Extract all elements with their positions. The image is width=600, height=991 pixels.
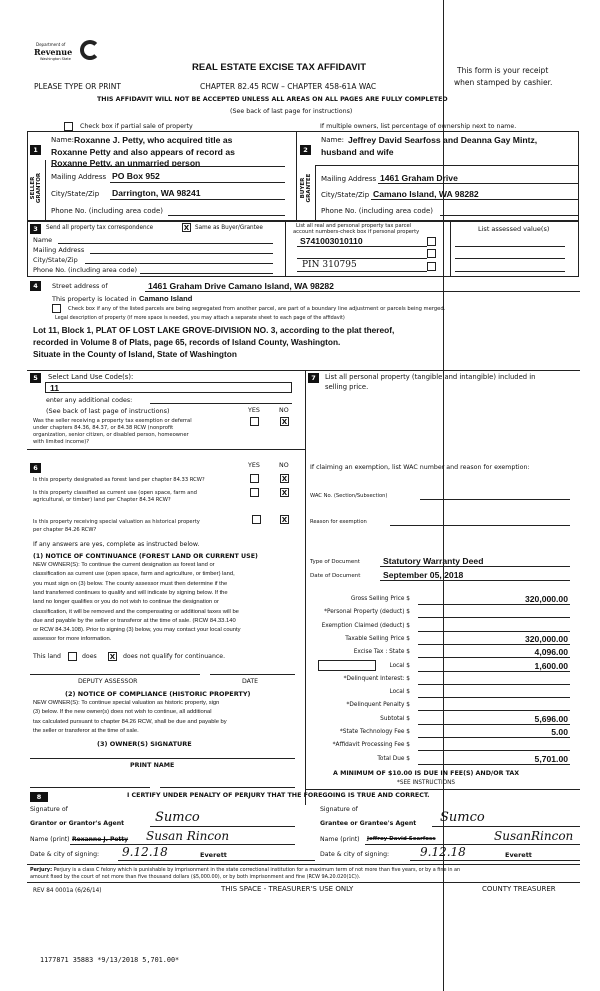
label: Name (print)	[320, 836, 360, 843]
label: Is this property classified as current use (open space, farm and	[33, 490, 197, 496]
rule	[305, 789, 580, 790]
label: Phone No. (including area code)	[321, 207, 434, 215]
notice-line: land transferred continues to qualify and will indicate by signing below. If the	[33, 589, 228, 596]
notice-line: or RCW 84.34.108). Prior to signing (3) below, you may contact your local county	[33, 627, 241, 634]
minimum-notice: A MINIMUM OF $10.00 IS DUE IN FEE(S) AND/OR TAX	[333, 770, 520, 777]
label: PRINT NAME	[130, 762, 175, 769]
chapter: CHAPTER 82.45 RCW – CHAPTER 458-61A WAC	[200, 82, 377, 91]
grantor-signature[interactable]: Sumco	[155, 810, 200, 825]
form-revision: REV 84 0001a (6/26/14)	[33, 888, 102, 894]
grantee-sign-date[interactable]: 9.12.18	[420, 845, 466, 859]
personal-property-checkbox[interactable]	[427, 249, 436, 258]
section-number: 6	[30, 463, 41, 473]
notice-line: (3) below. If the new owner(s) does not wish to continue, all additional	[33, 709, 212, 716]
tax-row-label: *State Technology Fee $	[339, 729, 410, 735]
label: List all real and personal property tax parcel	[296, 223, 412, 229]
buyer-phone[interactable]	[440, 215, 578, 216]
rule	[150, 826, 295, 827]
personal-property-checkbox[interactable]	[427, 237, 436, 246]
perjury-text: Perjury is a class C felony which is punishable by imprisonment in the state correctional institution for a maximum term of not more than five years, or by a fine in an	[53, 867, 461, 873]
label: agricultural, or timber) land per Chapter 84.34 RCW?	[33, 497, 171, 503]
assessed-value[interactable]	[455, 246, 565, 247]
label: Date & city of signing:	[30, 851, 100, 858]
current-use-yes-checkbox[interactable]	[250, 488, 259, 497]
rule	[297, 258, 427, 259]
warning: THIS AFFIDAVIT WILL NOT BE ACCEPTED UNLESS ALL AREAS ON ALL PAGES ARE FULLY COMPLETED	[97, 96, 448, 103]
label: Grantor or Grantor's Agent	[30, 820, 125, 827]
rule	[110, 199, 285, 200]
grantor-typed-name: Roxanne J. Petty	[72, 836, 129, 843]
seller-name-2[interactable]: Roxanne Petty and also appears of record as	[51, 147, 235, 157]
seller-phone[interactable]	[168, 215, 285, 216]
notice-line: assessor for more information.	[33, 636, 112, 643]
perjury-label: Perjury:	[30, 867, 53, 873]
rule	[297, 271, 427, 272]
logo-icon	[80, 40, 100, 60]
label: Signature of	[320, 806, 358, 813]
label: enter any additional codes:	[46, 397, 133, 404]
label: NO	[279, 462, 289, 469]
notice-continuance-title: (1) NOTICE OF CONTINUANCE (FOREST LAND OR CURRENT USE)	[33, 553, 258, 560]
tax-row-label: Local $	[389, 662, 410, 669]
notice-line: the seller or transferor at the time of sale.	[33, 727, 139, 734]
label: List all personal property (tangible and intangible) included in	[325, 373, 536, 381]
tax-row-label: *Personal Property (deduct) $	[324, 609, 410, 616]
notice-line: classification, it will be removed and the compensating or additional taxes will be	[33, 608, 239, 615]
tax-row-value[interactable]: 1,600.00	[534, 660, 568, 671]
notice-line: NEW OWNER(S): To continue the current designation as forest land or	[33, 562, 215, 568]
tax-row-label: *Delinquent Interest: $	[343, 675, 410, 682]
label: (See back of last page of instructions)	[46, 407, 170, 415]
form-title: REAL ESTATE EXCISE TAX AFFIDAVIT	[192, 62, 367, 73]
notice-line: due and payable by the seller or transferor at the time of sale. (RCW 84.33.140	[33, 617, 236, 624]
label: List assessed value(s)	[478, 225, 550, 233]
divider	[450, 221, 451, 277]
label: does not qualify for continuance.	[123, 653, 226, 660]
tax-row-label: Taxable Selling Price $	[345, 635, 410, 642]
notice-line: NEW OWNER(S): To continue special valuation as historic property, sign	[33, 700, 220, 706]
land-use-code-input[interactable]	[45, 382, 292, 393]
legal-description[interactable]: Lot 11, Block 1, PLAT OF LOST LAKE GROVE-DIVISION NO. 3, according to the plat thereof,	[33, 325, 395, 335]
label: This land	[33, 653, 61, 660]
rule	[315, 165, 579, 166]
rule	[380, 580, 570, 581]
correspondence-address[interactable]	[90, 253, 273, 254]
section-number: 4	[30, 281, 41, 291]
rule	[365, 844, 580, 845]
rule	[110, 182, 285, 183]
label: DATE	[242, 678, 259, 685]
label: Name (print)	[30, 836, 70, 843]
reason-input[interactable]	[390, 525, 570, 526]
rule	[371, 199, 578, 200]
partial-sale-label: Check box if partial sale of property	[80, 123, 193, 130]
historic-yes-checkbox[interactable]	[252, 515, 261, 524]
label: City/State/Zip	[33, 256, 78, 264]
tax-row-line	[418, 764, 570, 765]
section-number: 5	[30, 373, 41, 383]
logo-state: Washington State	[40, 57, 71, 61]
label: account numbers-check box if personal property	[293, 229, 420, 235]
grantee-printed-name[interactable]: SusanRincon	[494, 829, 574, 843]
rule	[27, 370, 580, 371]
label: City/State/Zip	[51, 190, 100, 198]
label: Is this property receiving special valuation as historical property	[33, 519, 200, 525]
grantor-sign-date[interactable]: 9.12.18	[122, 845, 168, 859]
label: Signature of	[30, 806, 68, 813]
exemption-yes-checkbox[interactable]	[250, 417, 259, 426]
rule	[297, 246, 427, 247]
tax-row-label: Exemption Claimed (deduct) $	[321, 622, 410, 629]
grantee-sign-city[interactable]: Everett	[505, 851, 532, 859]
rule	[27, 864, 580, 865]
rule	[70, 844, 295, 845]
historic-no-checkbox[interactable]: X	[281, 516, 288, 524]
label: Name	[33, 236, 53, 244]
not-qualify-checkbox[interactable]: X	[109, 653, 116, 661]
personal-property-checkbox[interactable]	[427, 262, 436, 271]
assessed-value[interactable]	[455, 258, 565, 259]
document-type[interactable]: Statutory Warranty Deed	[383, 556, 484, 566]
label: Is this property designated as forest land per chapter 84.33 RCW?	[33, 477, 205, 483]
tax-row-label: Excise Tax : State $	[353, 649, 410, 656]
cashier-stamp: 1177871 35883 *9/13/2018 5,701.00*	[40, 956, 180, 964]
instructions-note: (See back of last page for instructions)	[230, 108, 353, 115]
tax-row-line	[418, 750, 570, 751]
tax-row-value[interactable]: 5,696.00	[534, 713, 568, 724]
tax-row-line	[418, 724, 570, 725]
exemption-no-checkbox[interactable]: X	[281, 418, 288, 426]
section-number: 7	[308, 373, 319, 383]
tax-row-label: *Delinquent Penalty $	[346, 702, 410, 709]
divider	[296, 131, 297, 221]
tax-row-line	[418, 697, 570, 698]
grantee-typed-name: Jeffrey David Searfoss	[367, 836, 436, 842]
label: Grantee or Grantee's Agent	[320, 820, 417, 827]
label: Send all property tax correspondence	[46, 225, 154, 231]
tax-row-label: Gross Selling Price $	[350, 596, 410, 602]
seller-name[interactable]: Roxanne J. Petty, who acquired title as	[74, 135, 233, 145]
label: under chapters 84.36, 84.37, or 84.38 RCW (nonprofit	[33, 425, 174, 431]
seller-side-label: SELLER GRANTOR	[30, 172, 42, 204]
parcel-number[interactable]: S741003010110	[300, 236, 363, 246]
print-name-line[interactable]	[30, 787, 150, 788]
label: Date & city of signing:	[320, 851, 390, 858]
buyer-name[interactable]: Jeffrey David Searfoss and Deanna Gay Mintz,	[348, 135, 538, 145]
label: WAC No. (Section/Subsection)	[310, 493, 388, 499]
property-street[interactable]: 1461 Graham Drive Camano Island, WA 98282	[148, 281, 334, 291]
label: YES	[248, 407, 260, 414]
rule	[380, 566, 570, 567]
tax-row-label: Local $	[389, 689, 410, 696]
segregated-checkbox[interactable]	[52, 304, 61, 313]
label: Street address of	[52, 282, 108, 290]
print-name-line[interactable]	[160, 787, 295, 788]
tax-row-line	[418, 737, 570, 738]
label: selling price.	[325, 383, 369, 391]
print-note: PLEASE TYPE OR PRINT	[34, 82, 121, 91]
correspondence-phone[interactable]	[140, 273, 273, 274]
tax-row-label: Total Due $	[377, 755, 410, 762]
label: does	[82, 653, 97, 660]
buyer-city[interactable]: Camano Island, WA 98282	[373, 189, 479, 199]
same-as-buyer-checkbox[interactable]: X	[183, 224, 190, 232]
section-number: 2	[300, 145, 311, 155]
legal-description[interactable]: recorded in Volume 8 of Plats, page 65, records of Island County, Washington.	[33, 337, 341, 347]
label: NO	[279, 407, 289, 414]
label: with limited income)?	[33, 439, 89, 445]
label: Name:	[321, 136, 345, 144]
notice-line: you must sign on (3) below. The county assessor must then determine if the	[33, 580, 228, 587]
divider	[285, 221, 286, 277]
logo-dept: Department of	[36, 42, 66, 47]
forest-no-checkbox[interactable]: X	[281, 475, 288, 483]
tax-row-label: Subtotal $	[380, 715, 410, 722]
partial-sale-checkbox[interactable]	[64, 122, 73, 131]
section-number: 8	[30, 792, 48, 802]
tax-row-line	[418, 684, 570, 685]
correspondence-city[interactable]	[85, 263, 273, 264]
label: Was the seller receiving a property tax exemption or deferral	[33, 418, 192, 424]
buyer-address[interactable]: 1461 Graham Drive	[380, 173, 458, 183]
tax-row-value[interactable]: 5.00	[551, 727, 568, 737]
divider	[45, 160, 46, 221]
buyer-name-2[interactable]: husband and wife	[321, 147, 394, 157]
property-location[interactable]: Camano Island	[139, 294, 193, 303]
assessed-value[interactable]	[455, 271, 565, 272]
rule	[432, 826, 580, 827]
tax-row-line	[418, 644, 570, 645]
forest-yes-checkbox[interactable]	[250, 474, 259, 483]
label: Name:	[51, 136, 75, 144]
rule	[118, 860, 315, 861]
label: YES	[248, 462, 260, 469]
tax-row-value[interactable]: 5,701.00	[534, 753, 568, 764]
label: Date of Document	[310, 573, 361, 579]
label: Reason for exemption	[310, 519, 367, 525]
assessor-date[interactable]	[210, 674, 295, 675]
current-use-no-checkbox[interactable]: X	[281, 489, 288, 497]
tax-row-line	[418, 631, 570, 632]
qualifies-checkbox[interactable]	[68, 652, 77, 661]
label: Mailing Address	[51, 173, 107, 181]
rule	[27, 882, 580, 883]
tax-row-value[interactable]: 320,000.00	[524, 594, 568, 604]
tax-row-line	[418, 604, 570, 605]
seller-city[interactable]: Darrington, WA 98241	[112, 188, 201, 198]
section-number: 3	[30, 224, 41, 234]
owner-signature-line[interactable]	[30, 758, 295, 759]
rule	[410, 860, 580, 861]
rule	[378, 183, 578, 184]
label: Mailing Address	[321, 175, 377, 183]
county-treasurer-label: COUNTY TREASURER	[482, 885, 556, 893]
buyer-side-label: BUYER GRANTEE	[300, 173, 312, 203]
notice-line: tax calculated pursuant to chapter 84.26 RCW, shall be due and payable by	[33, 718, 227, 725]
tax-row-value[interactable]: 320,000.00	[524, 633, 568, 644]
receipt-note-2: when stamped by cashier.	[454, 78, 553, 87]
label: Select Land Use Code(s):	[48, 373, 134, 381]
wac-input[interactable]	[420, 499, 570, 500]
label: This property is located in	[52, 295, 137, 303]
divider	[305, 370, 306, 805]
label: City/State/Zip	[321, 191, 370, 199]
label: If claiming an exemption, list WAC number and reason for exemption:	[310, 464, 530, 471]
tax-row-line	[418, 671, 570, 672]
label: Legal description of property (if more space is needed, you may attach a separate sheet to each page of the affidavit)	[55, 315, 345, 321]
additional-codes-input[interactable]	[150, 403, 292, 404]
grantor-sign-city[interactable]: Everett	[200, 851, 227, 859]
tax-row-line	[418, 710, 570, 711]
label: Check box if any of the listed parcels are being segregated from another parcel, are part of a boundary line adjustment or parcels being merged.	[68, 306, 446, 312]
perjury-text: amount fixed by the court of not more than five thousand dollars ($5,000.00), or by both imprisonment and fine (RCW 9A.20.020(1C)).	[30, 874, 361, 880]
tax-row-label: *Affidavit Processing Fee $	[332, 742, 410, 749]
label: Phone No. (including area code)	[33, 266, 138, 274]
grantee-signature[interactable]: Sumco	[440, 810, 485, 825]
notice-compliance-title: (2) NOTICE OF COMPLIANCE (HISTORIC PROPERTY)	[65, 690, 251, 698]
parcel-number-handwritten[interactable]: PIN 310795	[302, 260, 357, 270]
legal-description[interactable]: Situate in the County of Island, State of Washington	[33, 349, 237, 359]
receipt-note-1: This form is your receipt	[457, 66, 549, 75]
deputy-assessor-signature[interactable]	[30, 674, 200, 675]
correspondence-name[interactable]	[58, 243, 273, 244]
logo-name: Revenue	[34, 47, 73, 57]
document-date[interactable]: September 05, 2018	[383, 570, 464, 580]
label: per chapter 84.26 RCW?	[33, 527, 97, 533]
tax-row-value[interactable]: 4,096.00	[534, 647, 568, 658]
rule	[145, 291, 580, 292]
notice-line: classification as current use (open space, farm and agriculture, or timber) land,	[33, 571, 235, 578]
seller-address[interactable]: PO Box 952	[112, 171, 160, 181]
section-number: 1	[30, 145, 41, 155]
see-instructions: *SEE INSTRUCTIONS	[397, 780, 456, 786]
notice-line: land no longer qualifies or you do not wish to continue the designation or	[33, 599, 219, 606]
rule	[51, 166, 285, 167]
grantor-printed-name[interactable]: Susan Rincon	[146, 829, 230, 843]
label: DEPUTY ASSESSOR	[78, 678, 138, 685]
rule	[27, 449, 305, 450]
label: If any answers are yes, complete as instructed below.	[33, 541, 200, 548]
multiple-owners-note: If multiple owners, list percentage of ownership next to name.	[320, 123, 517, 130]
certification: I CERTIFY UNDER PENALTY OF PERJURY THAT THE FOREGOING IS TRUE AND CORRECT.	[127, 792, 430, 799]
land-use-code: 11	[50, 383, 60, 393]
tax-row-line	[418, 657, 570, 658]
label: organization, senior citizen, or disabled person, homeowner	[33, 432, 189, 438]
label: Type of Document	[310, 559, 360, 565]
label: Same as Buyer/Grantee	[195, 225, 263, 231]
label: Mailing Address	[33, 246, 85, 254]
divider	[315, 165, 316, 221]
owner-signature-title: (3) OWNER(S) SIGNATURE	[97, 740, 192, 748]
treasurer-use-label: THIS SPACE - TREASURER'S USE ONLY	[221, 885, 354, 893]
label: Phone No. (including area code)	[51, 207, 164, 215]
tax-row-line	[418, 617, 570, 618]
seller-name-3[interactable]: Roxanne Petty, an unmarried person	[51, 158, 201, 167]
